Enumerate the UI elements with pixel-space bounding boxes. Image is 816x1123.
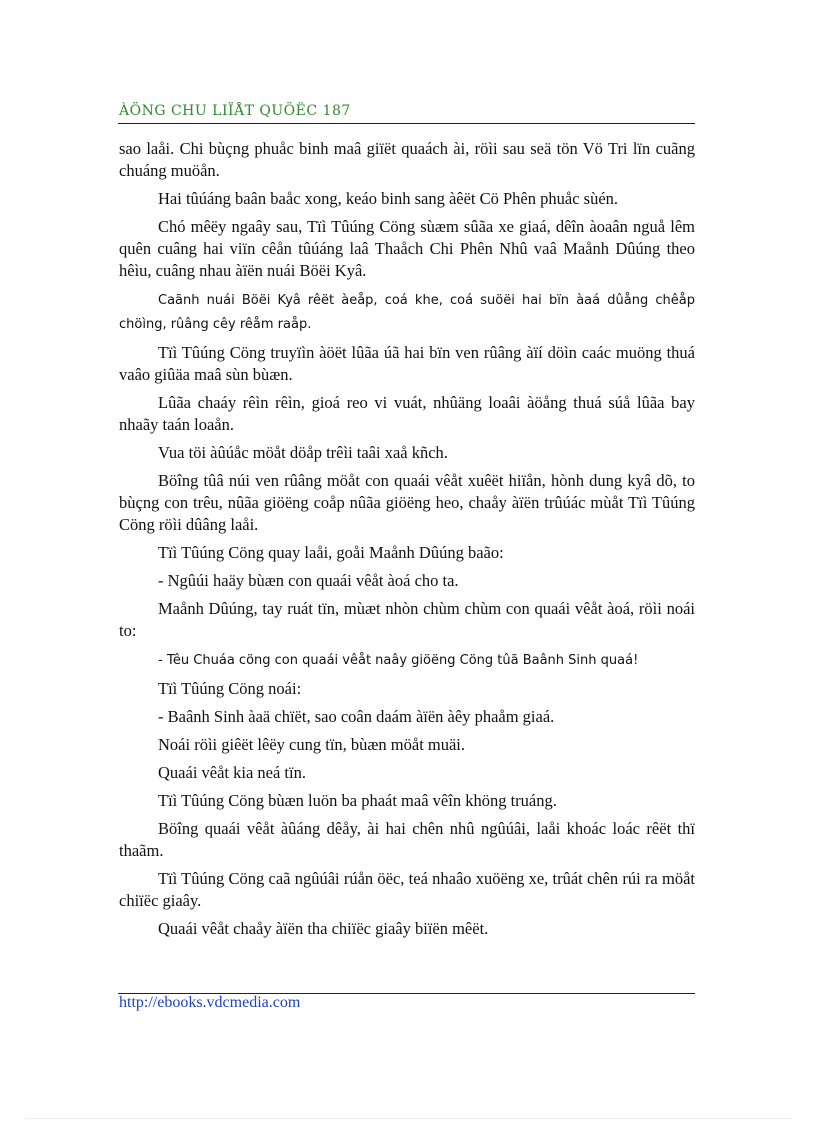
paragraph: Quaái vêåt kia neá tïn. xyxy=(158,763,306,782)
paragraph: Tïì Tûúng Cöng truyïìn àöët lûãa úã hai bïn ven rûâng àïí döìn caác muöng thuá vaâo giûäa maâ sùn bùæn. xyxy=(119,343,695,384)
paragraph: Tïì Tûúng Cöng quay laåi, goåi Maånh Dûúng baão: xyxy=(158,543,504,562)
paragraph: Tïì Tûúng Cöng noái: xyxy=(158,679,302,698)
paragraph: Lûãa chaáy rêìn rêìn, gioá reo vi vuát, nhûäng loaâi àöång thuá súå lûãa bay nhaãy taán loaån. xyxy=(119,393,695,434)
paragraph: Böîng quaái vêåt àûáng dêåy, ài hai chên nhû ngûúâi, laåi khoác loác rêët thï thaãm. xyxy=(119,819,695,860)
dialogue-line xyxy=(119,648,695,672)
dialogue-line: - Ngûúi haäy bùæn con quaái vêåt àoá cho ta. xyxy=(158,571,459,590)
paragraph: Tïì Tûúng Cöng bùæn luön ba phaát maâ vêîn khöng truáng. xyxy=(158,791,557,810)
body-text xyxy=(119,138,695,946)
page-edge-dotted-line xyxy=(25,1118,791,1119)
paragraph: Maånh Dûúng, tay ruát tïn, mùæt nhòn chùm chùm con quaái vêåt àoá, röìi noái to: xyxy=(119,599,695,640)
paragraph: Chó mêëy ngaây sau, Tïì Tûúng Cöng sùæm sûãa xe giaá, dêîn àoaân nguå lêm quên cuâng hai viïn cêån tûúáng laâ Thaåch Chi Phên Nhû vaâ Maånh Dûúng theo hêìu, cuâng nhau àïën nuái Böëi Kyâ. xyxy=(119,217,695,280)
paragraph: Vua töi àûúåc möåt döåp trêìi taâi xaå kñch. xyxy=(158,443,448,462)
footer-link[interactable]: http://ebooks.vdcmedia.com xyxy=(119,994,301,1011)
paragraph: Hai tûúáng baân baåc xong, keáo binh sang àêët Cö Phên phuåc sùén. xyxy=(158,189,619,208)
paragraph-small-text: Caãnh nuái Böëi Kyâ rêët àeåp, coá khe, coá suöëi hai bïn àaá dûång chêåp chöìng, rûâng cêy rêåm raåp. xyxy=(119,293,695,332)
paragraph xyxy=(119,288,695,336)
paragraph: Noái röìi giêët lêëy cung tïn, bùæn möåt muäi. xyxy=(158,735,466,754)
header-divider xyxy=(118,123,695,124)
dialogue-line: - Baânh Sinh àaä chïët, sao coân daám àïën àêy phaåm giaá. xyxy=(158,707,555,726)
page-header: ÀÖNG CHU LIÏÅT QUÖËC 187 xyxy=(119,103,351,119)
paragraph: Böîng tûâ núi ven rûâng möåt con quaái vêåt xuêët hiïån, hònh dung kyâ dõ, to bùçng con trêu, nûãa giöëng coåp nûãa giöëng heo, chaåy àïën trûúác mùåt Tïì Tûúng Cöng röìi dûâng laåi. xyxy=(119,471,695,534)
paragraph: Quaái vêåt chaåy àïën tha chiïëc giaây biïën mêët. xyxy=(158,919,489,938)
dialogue-small-text: - Têu Chuáa cöng con quaái vêåt naây giöëng Cöng tûã Baânh Sinh quaá! xyxy=(158,653,639,668)
paragraph: sao laåi. Chi bùçng phuåc binh maâ giïët quaách ài, röìi sau seä tön Vö Tri lïn cuãng chuáng muöån. xyxy=(119,139,695,180)
paragraph: Tïì Tûúng Cöng caã ngûúâi rúån öëc, teá nhaâo xuöëng xe, trûát chên rúi ra möåt chiïëc giaây. xyxy=(119,869,695,910)
